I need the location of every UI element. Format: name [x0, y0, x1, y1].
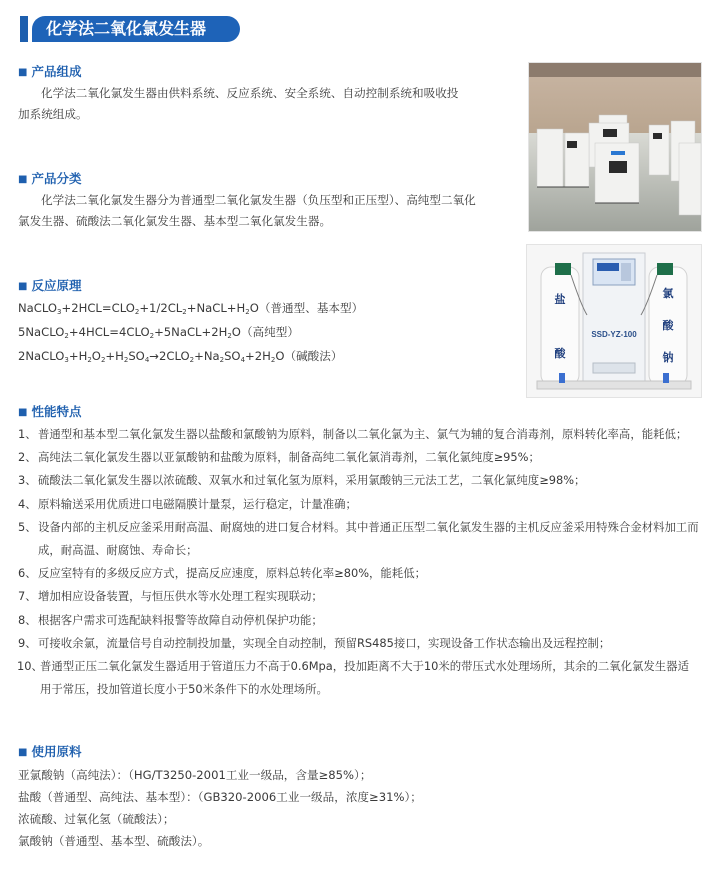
- material-line: 亚氯酸钠（高纯法）：（HG/T3250-2001工业一级品，含量≥85%）；: [18, 768, 372, 782]
- square-bullet-icon: ■: [18, 174, 28, 185]
- heading-text: 产品分类: [31, 171, 82, 186]
- section-heading: [18, 744, 699, 760]
- section-principle: [18, 278, 517, 368]
- right-tank-char-1: 氯: [662, 288, 674, 300]
- feature-text: 可接收余氯，流量信号自动控制投加量，实现全自动控制，预留RS485接口，实现设备工作状态输出及远程控制；: [38, 635, 611, 650]
- feature-list: [18, 423, 699, 701]
- feature-text: 普通型和基本型二氧化氯发生器以盐酸和氯酸钠为原料，制备以二氧化氯为主、氯气为辅的复合消毒剂，原料转化率高，能耗低；: [38, 427, 688, 441]
- equation-1: $NaCLO_3+2HCL=CLO_2+1/2CL_2+NaCL+H_2O$（普通型、基本型）: [18, 301, 364, 316]
- page-title: 化学法二氧化氯发生器: [32, 16, 240, 42]
- title-banner: [20, 16, 240, 42]
- feature-text: 普通型正压二氧化氯发生器适用于管道压力不高于0.6Mpa，投加距离不大于10米的带压式水处理场所，其余的二氧化氯发生器适用于常压，投加管道长度小于50米条件下的水处理场所。: [40, 659, 689, 697]
- feature-number: 4、: [18, 496, 37, 511]
- feature-text: 硫酸法二氧化氯发生器以浓硫酸、双氧水和过氧化氢为原料，采用氯酸钠三元法工艺，二氧化氯纯度≥98%；: [38, 473, 586, 488]
- feature-item: [18, 585, 699, 608]
- right-tank-char-3: 钠: [662, 352, 674, 364]
- feature-number: 7、: [18, 589, 37, 604]
- heading-text: 反应原理: [31, 278, 82, 293]
- equation-2: $5NaCLO_2+4HCL=4CLO_2+5NaCL+2H_2O$（高纯型）: [18, 325, 299, 340]
- equation-note: （普通型、基本型）: [258, 301, 364, 315]
- feature-item: [18, 632, 699, 655]
- feature-item: [18, 516, 699, 562]
- section-materials: [18, 744, 699, 852]
- feature-item: [18, 423, 699, 446]
- equation-note: （碱酸法）: [284, 349, 343, 363]
- heading-text: 产品组成: [31, 64, 82, 79]
- feature-number: 9、: [18, 635, 37, 650]
- feature-text: 根据客户需求可选配缺料报警等故障自动停机保护功能；: [38, 612, 323, 627]
- feature-text: 设备内部的主机反应釜采用耐高温、耐腐烛的进口复合材料。其中普通正压型二氧化氯发生器的主机反应釜采用特殊合金材料加工而成，耐高温、耐腐蚀、寿命长；: [38, 519, 699, 558]
- feature-item: [18, 446, 699, 469]
- factory-illustration: [529, 63, 701, 231]
- square-bullet-icon: ■: [18, 67, 28, 78]
- feature-text: 反应室特有的多级反应方式，提高反应速度，原料总转化率≥80%，能耗低；: [38, 566, 426, 581]
- feature-number: 3、: [18, 473, 37, 488]
- section-heading: [18, 64, 469, 80]
- square-bullet-icon: ■: [18, 281, 28, 292]
- title-accent: [20, 16, 28, 42]
- section-heading: [18, 404, 699, 420]
- feature-number: 8、: [18, 612, 37, 627]
- square-bullet-icon: ■: [18, 407, 28, 418]
- feature-text: 高纯法二氧化氯发生器以亚氯酸钠和盐酸为原料，制备高纯二氧化氯消毒剂，二氧化氯纯度≥95%；: [38, 450, 540, 465]
- right-tank-char-2: 酸: [662, 320, 674, 332]
- feature-number: 1、: [18, 427, 37, 441]
- equation-3: $2NaCLO_3+H_2O_2+H_2SO_4\to 2CLO_2+Na_2SO_4+2H_2O$（碱酸法）: [18, 349, 343, 364]
- equation-note: （高纯型）: [240, 325, 299, 339]
- composition-text: 化学法二氧化氯发生器由供料系统、反应系统、安全系统、自动控制系统和吸收投加系统组成。: [18, 86, 459, 121]
- feature-item: [18, 562, 699, 585]
- heading-text: 使用原料: [31, 744, 82, 759]
- feature-item: [18, 469, 699, 492]
- section-composition: [18, 64, 469, 125]
- classification-text: 化学法二氧化氯发生器分为普通型二氧化氯发生器（负压型和正压型）、高纯型二氧化氯发生器、硫酸法二氧化氯发生器、基本型二氧化氯发生器。: [18, 193, 476, 228]
- material-line: 氯酸钠（普通型、基本型、硫酸法）。: [18, 834, 210, 848]
- section-classification: [18, 171, 477, 232]
- heading-text: 性能特点: [31, 404, 82, 419]
- material-line: 盐酸（普通型、高纯法、基本型）：（GB320-2006工业一级品，浓度≥31%）；: [18, 790, 422, 804]
- feature-text: 原料输送采用优质进口电磁隔膜计量泵，运行稳定，计量准确；: [38, 496, 357, 511]
- feature-text: 增加相应设备装置，与恒压供水等水处理工程实现联动；: [38, 589, 323, 604]
- model-label: SSD-YZ-100: [591, 330, 637, 339]
- feature-number: 10、: [17, 659, 43, 674]
- feature-number: 6、: [18, 566, 37, 581]
- feature-item: [18, 655, 699, 701]
- section-heading: [18, 278, 517, 294]
- feature-number: 5、: [18, 519, 37, 534]
- feature-item: [18, 493, 699, 516]
- square-bullet-icon: ■: [18, 747, 28, 758]
- section-heading: [18, 171, 477, 187]
- material-line: 浓硫酸、过氧化氢（硫酸法）；: [18, 812, 175, 826]
- factory-photo: [528, 62, 702, 232]
- left-tank-char-1: 盐: [554, 294, 566, 306]
- left-tank-char-2: 酸: [554, 348, 566, 360]
- generator-illustration: [527, 245, 701, 397]
- feature-item: [18, 609, 699, 632]
- product-photo: [526, 244, 702, 398]
- feature-number: 2、: [18, 450, 37, 465]
- section-features: [18, 404, 699, 701]
